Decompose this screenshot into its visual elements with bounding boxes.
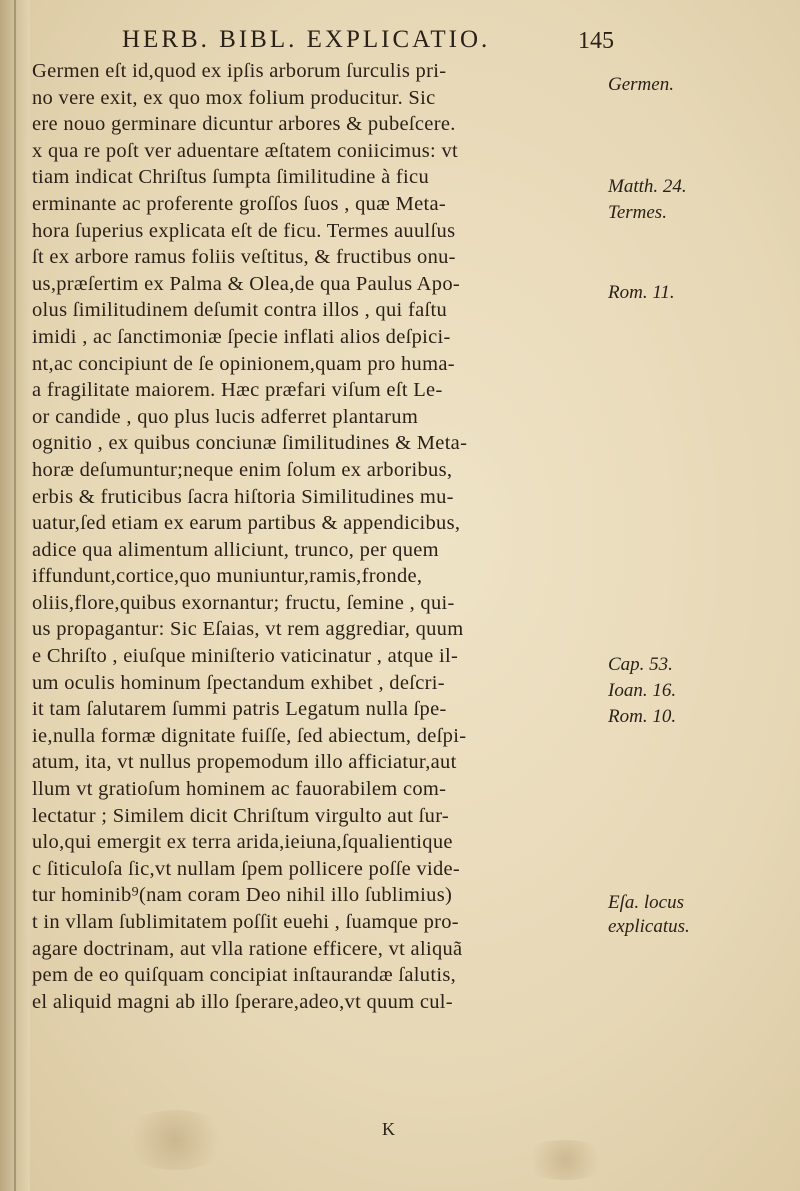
page-header [0, 18, 800, 58]
paper-stain [520, 1140, 610, 1180]
marginal-note: Rom. 10. [608, 706, 677, 727]
text-line: erminante ac proferente groſſos ſuos , quæ Meta- [32, 192, 447, 215]
text-line: Germen eſt id,quod ex ipſis arborum ſurculis pri- [32, 60, 447, 82]
text-line: us,præſertim ex Palma & Olea,de qua Paulus Apo- [32, 272, 461, 295]
paper-stain [120, 1110, 230, 1170]
text-line: imidi , ac ſanctimoniæ ſpecie inflati alios deſpici- [32, 325, 451, 348]
text-line: oliis,flore,quibus exornantur; fructu, ſemine , qui- [32, 591, 455, 614]
text-line: uatur,ſed etiam ex earum partibus & appendicibus, [32, 512, 461, 535]
text-line: iffundunt,cortice,quo muniuntur,ramis,fronde, [32, 565, 423, 588]
text-line: us propagantur: Sic Eſaias, vt rem aggrediar, quum [32, 618, 464, 641]
text-line: c ſiticuloſa ſic,vt nullam ſpem pollicere poſſe vide- [32, 857, 461, 880]
marginal-note: Cap. 53. [608, 654, 673, 675]
text-line: llum vt gratioſum hominem ac fauorabilem com- [32, 778, 447, 801]
text-line: tur hominib⁹(nam coram Deo nihil illo ſublimius) [32, 884, 453, 907]
marginal-note: Germen. [608, 74, 674, 95]
text-line: e Chriſto , eiuſque miniſterio vaticinatur , atque il- [32, 645, 459, 668]
marginal-note: Matth. 24. [608, 176, 687, 197]
marginal-note: Eſa. locus [608, 892, 684, 913]
page-number: 145 [578, 28, 614, 54]
main-text-column [32, 58, 610, 1015]
text-line: adice qua alimentum alliciunt, trunco, per quem [32, 538, 439, 561]
text-line: a fragilitate maiorem. Hæc præfari viſum eſt Le- [32, 379, 443, 402]
text-line: nt,ac concipiunt de ſe opinionem,quam pro huma- [32, 352, 455, 375]
marginal-note: Rom. 11. [608, 282, 675, 303]
text-line: tiam indicat Chriſtus ſumpta ſimilitudine à ficu [32, 166, 430, 189]
marginal-note: Termes. [608, 202, 667, 223]
text-line: pem de eo quiſquam concipiat inſtaurandæ ſalutis, [32, 964, 457, 987]
text-line: ognitio , ex quibus conciunæ ſimilitudines & Meta- [32, 432, 468, 455]
text-line: erbis & fruticibus ſacra hiſtoria Similitudines mu- [32, 485, 454, 508]
text-line: um oculis hominum ſpectandum exhibet , deſcri- [32, 671, 445, 694]
text-line: it tam ſalutarem ſummi patris Legatum nulla ſpe- [32, 698, 447, 721]
text-line: agare doctrinam, aut vlla ratione efficere, vt aliquã [32, 937, 463, 960]
running-title: HERB. BIBL. EXPLICATIO. [122, 26, 491, 53]
text-line: atum, ita, vt nullus propemodum illo afficiatur,aut [32, 751, 457, 774]
text-line: t in vllam ſublimitatem poſſit euehi , ſuamque pro- [32, 911, 459, 933]
text-line: x qua re poſt ver aduentare æſtatem coniicimus: vt [32, 139, 459, 162]
text-line: hora ſuperius explicata eſt de ficu. Termes auulſus [32, 219, 456, 242]
text-line: ie,nulla formæ dignitate fuiſſe, ſed abiectum, deſpi- [32, 724, 467, 747]
text-line: ere nouo germinare dicuntur arbores & pubeſcere. [32, 113, 456, 136]
text-line: no vere exit, ex quo mox folium producitur. Sic [32, 86, 436, 109]
text-line: horæ deſumuntur;neque enim ſolum ex arboribus, [32, 458, 453, 481]
text-line: lectatur ; Similem dicit Chriſtum virgulto aut ſur- [32, 804, 450, 827]
gutter-fold-line [14, 0, 16, 1191]
text-line: ulo,qui emergit ex terra arida,ieiuna,ſqualientique [32, 831, 453, 854]
marginal-note: Ioan. 16. [608, 680, 677, 701]
text-line: el aliquid magni ab illo ſperare,adeo,vt quum cul- [32, 990, 453, 1013]
text-line: olus ſimilitudinem deſumit contra illos , qui faſtu [32, 299, 448, 322]
text-line: ſt ex arbore ramus foliis veſtitus, & fructibus onu- [32, 246, 456, 269]
catchword-signature: K [382, 1119, 395, 1139]
text-line: or candide , quo plus lucis adferret plantarum [32, 405, 419, 428]
marginal-note: explicatus. [608, 916, 690, 937]
